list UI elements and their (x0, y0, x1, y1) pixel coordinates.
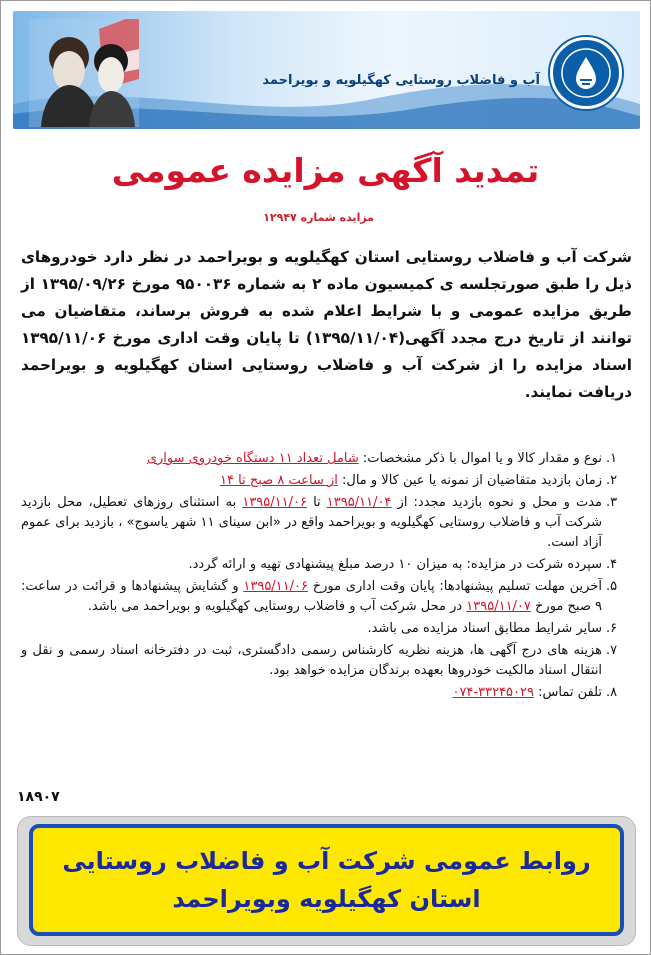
item-text: نوع و مقدار کالا و یا اموال با ذکر مشخصات: (358, 451, 602, 466)
footer-line-1: روابط عمومی شرکت آب و فاضلاب روستایی (62, 847, 591, 875)
leaders-portrait-image (29, 19, 139, 127)
list-item (21, 683, 632, 703)
item-text: آخرین مهلت تسلیم پیشنهادها: پایان وقت اداری مورخ (308, 579, 602, 594)
water-company-logo-icon (550, 37, 622, 109)
item-number: ۲. (606, 473, 618, 488)
item-text: مدت و محل و نحوه بازدید مجدد: از (391, 495, 603, 510)
list-item (21, 449, 632, 469)
item-highlight: ۱۳۹۵/۱۱/۰۴ (326, 495, 392, 510)
item-number: ۳. (606, 495, 618, 510)
list-item (21, 619, 632, 639)
item-number: ۵. (606, 579, 618, 594)
footer-inner (29, 824, 624, 936)
item-highlight: شامل تعداد ۱۱ دستگاه خودروی سواری (146, 451, 359, 466)
intro-paragraph: شرکت آب و فاضلاب روستایی استان کهگیلویه و بویراحمد در نظر دارد خودروهای ذیل را طبق صورتجلسه ی کمیسیون ماده ۲ به شماره ۹۵۰۰۳۶ مورخ ۱۳۹۵/۰۹/۲۶ از طریق مزایده عمومی و با شرایط اعلام شده به فروش برساند، متقاضیان می توانند از تاریخ درج مجدد آگهی(۱۳۹۵/۱۱/۰۴) تا پایان وقت اداری مورخ ۱۳۹۵/۱۱/۰۶ اسناد مزایده را از شرکت آب و فاضلاب روستایی استان کهگیلویه و بویراحمد دریافت نمایند. (21, 248, 632, 401)
item-number: ۸. (606, 685, 618, 700)
item-text: در محل شرکت آب و فاضلاب روستایی کهگیلویه و بویراحمد می باشد. (87, 599, 467, 614)
list-item (21, 471, 632, 491)
item-number: ۶. (606, 621, 618, 636)
item-text: سپرده شرکت در مزایده: به میزان ۱۰ درصد مبلغ پیشنهادی تهیه و ارائه گردد. (188, 557, 602, 572)
list-item (21, 555, 632, 575)
item-highlight: ۱۳۹۵/۱۱/۰۷ (466, 599, 531, 614)
auction-number: مزایده شماره ۱۲۹۴۷ (263, 211, 374, 224)
organization-name: آب و فاضلاب روستایی کهگیلویه و بویراحمد (262, 73, 540, 88)
item-text: تا (306, 495, 327, 510)
item-text: به استثنای روزهای تعطیل، محل بازدید شرکت آب و فاضلاب روستایی کهگیلویه و بویراحمد واقع در «ابن سینای ۱۱ شهر یاسوج» ، بازدید برای عموم آزاد است. (21, 495, 602, 550)
item-text: زمان بازدید متقاضیان از نمونه یا عین کالا و مال: (337, 473, 602, 488)
item-number: ۷. (606, 643, 618, 658)
list-item (21, 493, 632, 553)
page-title: تمدید آگهی مزایده عمومی (111, 151, 540, 190)
item-text: سایر شرایط مطابق اسناد مزایده می باشد. (367, 621, 602, 636)
item-text: هزینه های درج آگهی ها، هزینه نظریه کارشناس رسمی دادگستری، ثبت در دفترخانه اسناد رسمی و نقل و انتقال اسناد مالکیت خودروها بعهده برندگان مزایده خواهد بود. (21, 643, 602, 678)
phone-number: ۳۳۲۴۵۰۲۹-۰۷۴ (452, 685, 534, 700)
conditions-list (21, 449, 632, 705)
footer-box (17, 816, 636, 946)
item-text: تلفن تماس: (533, 685, 602, 700)
item-number: ۴. (606, 557, 618, 572)
item-highlight: از ساعت ۸ صبح تا ۱۴ (220, 473, 338, 488)
item-highlight: ۱۳۹۵/۱۱/۰۶ (242, 495, 307, 510)
item-highlight: ۱۳۹۵/۱۱/۰۶ (243, 579, 308, 594)
item-text: و گشایش پیشنهادها و قرائت در ساعت: ۹ صبح مورخ (21, 579, 602, 614)
list-item (21, 577, 632, 617)
list-item (21, 641, 632, 681)
footer-line-2: استان کهگیلویه وبویراحمد (172, 885, 481, 913)
item-number: ۱. (606, 451, 618, 466)
header-banner (13, 11, 640, 129)
publication-code: ۱۸۹۰۷ (17, 789, 60, 805)
